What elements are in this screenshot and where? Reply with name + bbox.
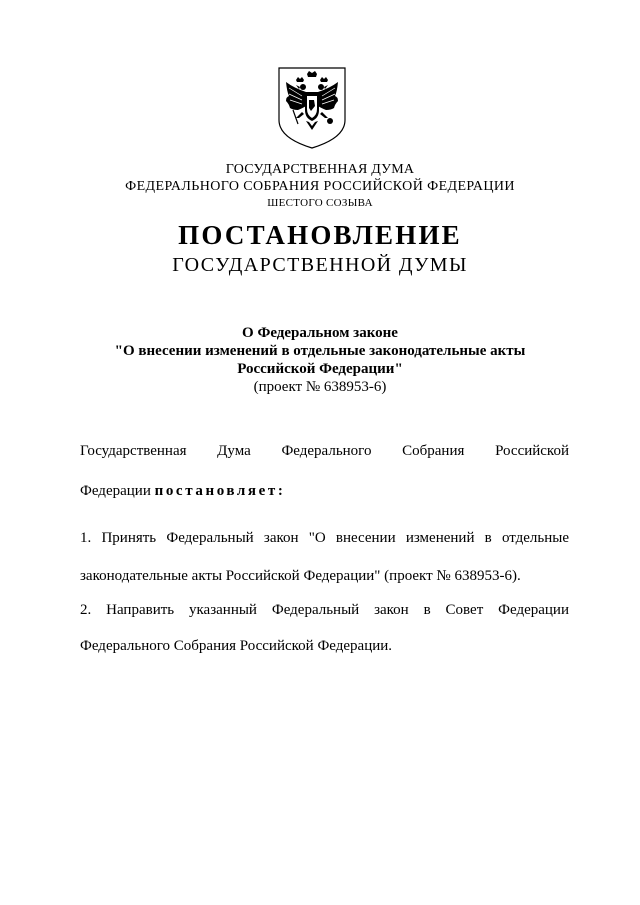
document-type-title: ПОСТАНОВЛЕНИЕ bbox=[178, 220, 462, 250]
org-name-line-1: ГОСУДАРСТВЕННАЯ ДУМА bbox=[225, 162, 415, 177]
subject-line-1: О Федеральном законе bbox=[242, 325, 398, 341]
convocation-line: ШЕСТОГО СОЗЫВА bbox=[267, 197, 373, 209]
intro-line-1: Государственная Дума Федерального Собрания Российской bbox=[80, 443, 569, 459]
russian-coat-of-arms-icon bbox=[276, 66, 348, 150]
org-name-line-2: ФЕДЕРАЛЬНОГО СОБРАНИЯ РОССИЙСКОЙ ФЕДЕРАЦИИ bbox=[125, 179, 515, 194]
project-number: (проект № 638953-6) bbox=[253, 379, 387, 395]
item-1-line-1: 1. Принять Федеральный закон "О внесении изменений в отдельные bbox=[80, 530, 569, 546]
subject-line-3: Российской Федерации" bbox=[237, 361, 403, 377]
document-issuer-title: ГОСУДАРСТВЕННОЙ ДУМЫ bbox=[172, 254, 468, 276]
intro-line-2 bbox=[80, 483, 569, 500]
item-2-line-1: 2. Направить указанный Федеральный закон в Совет Федерации bbox=[80, 602, 569, 618]
intro-line-2-start: Федерации bbox=[80, 483, 155, 499]
subject-line-2: "О внесении изменений в отдельные законодательные акты bbox=[114, 343, 526, 359]
item-1-line-2: законодательные акты Российской Федерации" (проект № 638953-6). bbox=[80, 568, 521, 584]
item-2-line-2: Федерального Собрания Российской Федерации. bbox=[80, 638, 393, 654]
decision-verb: постановляет: bbox=[154, 483, 286, 499]
